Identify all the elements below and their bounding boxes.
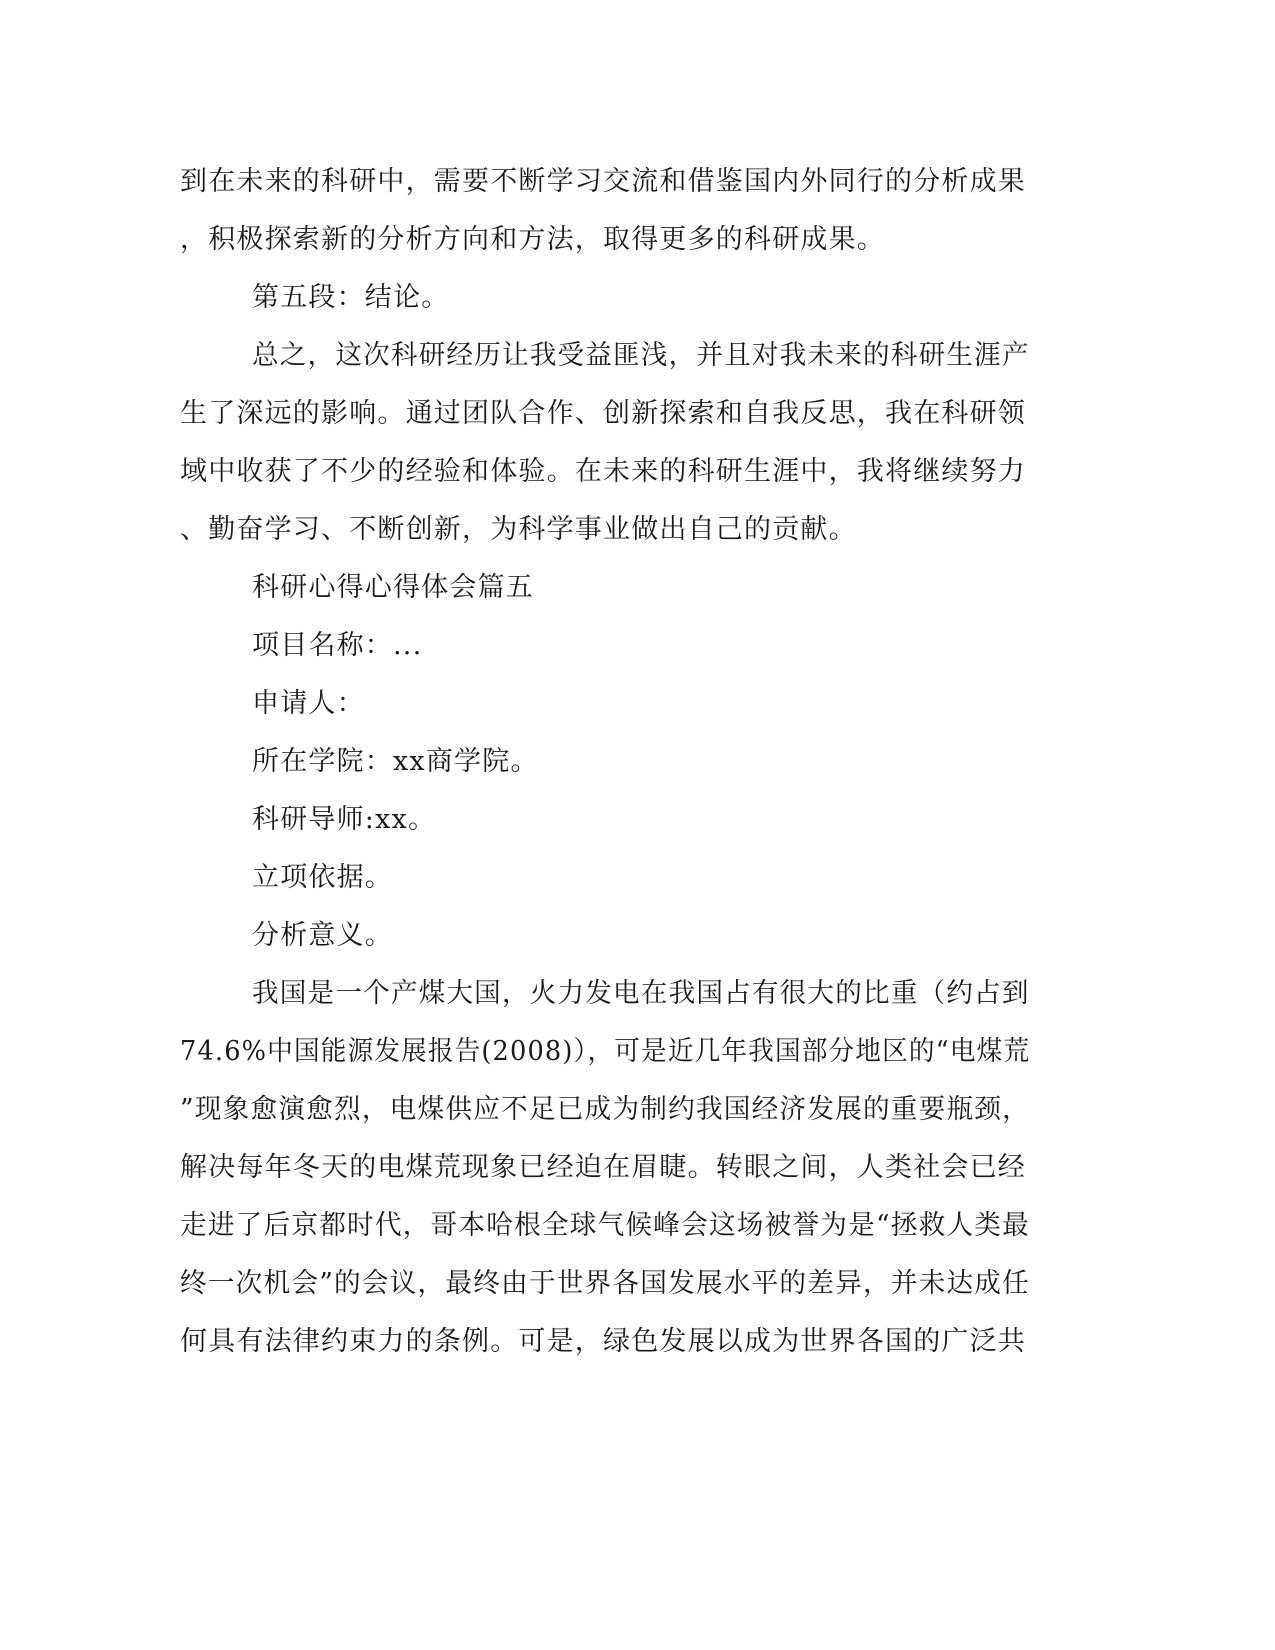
section-heading: 立项依据。 xyxy=(252,862,393,893)
section-heading: 分析意义。 xyxy=(252,920,393,951)
paragraph-line: 到在未来的科研中，需要不断学习交流和借鉴国内外同行的分析成果 xyxy=(180,166,1026,197)
section-heading: 第五段：结论。 xyxy=(252,282,450,313)
paragraph-line: ，积极探索新的分析方向和方法，取得更多的科研成果。 xyxy=(180,224,885,255)
project-name-field: 项目名称：... xyxy=(252,630,423,661)
paragraph-line: 74.6%中国能源发展报告(2008)），可是近几年我国部分地区的“电煤荒 xyxy=(180,1036,1031,1067)
paragraph-line: 终一次机会”的会议，最终由于世界各国发展水平的差异，并未达成任 xyxy=(180,1268,1030,1299)
paragraph-line: 、勤奋学习、不断创新，为科学事业做出自己的贡献。 xyxy=(180,514,857,545)
paragraph-line: 总之，这次科研经历让我受益匪浅，并且对我未来的科研生涯产 xyxy=(252,340,1030,371)
paragraph-line: 域中收获了不少的经验和体验。在未来的科研生涯中，我将继续努力 xyxy=(180,456,1026,487)
paragraph-line: 走进了后京都时代，哥本哈根全球气候峰会这场被誉为是“拯救人类最 xyxy=(180,1210,1030,1241)
applicant-field: 申请人： xyxy=(252,688,365,719)
paragraph-line: 解决每年冬天的电煤荒现象已经迫在眉睫。转眼之间，人类社会已经 xyxy=(180,1152,1026,1183)
paragraph-line: 我国是一个产煤大国，火力发电在我国占有很大的比重（约占到 xyxy=(252,978,1030,1009)
paragraph-line: 生了深远的影响。通过团队合作、创新探索和自我反思，我在科研领 xyxy=(180,398,1026,429)
advisor-field: 科研导师:xx。 xyxy=(252,804,437,835)
college-field: 所在学院：xx商学院。 xyxy=(252,746,539,777)
article-title: 科研心得心得体会篇五 xyxy=(252,572,534,603)
paragraph-line: 何具有法律约束力的条例。可是，绿色发展以成为世界各国的广泛共 xyxy=(180,1326,1026,1357)
paragraph-line: ”现象愈演愈烈，电煤供应不足已成为制约我国经济发展的重要瓶颈， xyxy=(180,1094,1030,1125)
